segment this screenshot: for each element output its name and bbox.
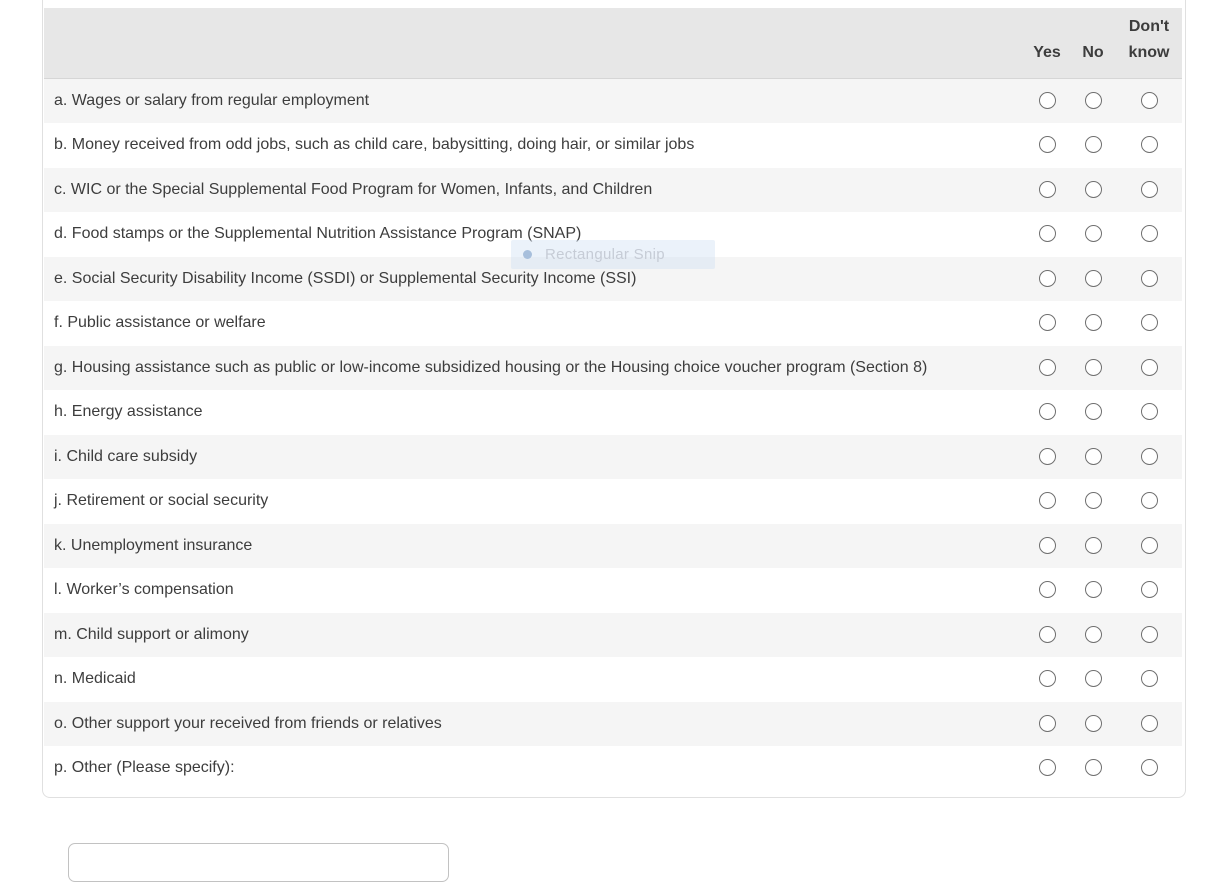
- row-label: p. Other (Please specify):: [54, 759, 235, 776]
- row-label: g. Housing assistance such as public or low-income subsidized housing or the Housing choice voucher program (Section 8): [54, 358, 928, 376]
- radio-no[interactable]: [1085, 314, 1102, 331]
- radio-cell-yes: [1024, 613, 1070, 658]
- radio-dont-know[interactable]: [1141, 670, 1158, 687]
- radio-cell-no: [1070, 746, 1116, 791]
- row-label: c. WIC or the Special Supplemental Food Program for Women, Infants, and Children: [54, 180, 653, 198]
- header-row: [44, 8, 1182, 78]
- radio-no[interactable]: [1085, 626, 1102, 643]
- question-panel: [42, 0, 1186, 798]
- table-row: [44, 524, 1182, 569]
- table-row: [44, 123, 1182, 168]
- radio-cell-no: [1070, 168, 1116, 213]
- matrix-table: [44, 8, 1182, 791]
- radio-cell-dont-know: [1116, 657, 1182, 702]
- radio-yes[interactable]: [1039, 448, 1056, 465]
- row-label: f. Public assistance or welfare: [54, 314, 266, 331]
- radio-cell-yes: [1024, 301, 1070, 346]
- radio-dont-know[interactable]: [1141, 270, 1158, 287]
- column-header-dont-know: Don't know: [1116, 8, 1182, 78]
- radio-cell-dont-know: [1116, 746, 1182, 791]
- radio-cell-yes: [1024, 746, 1070, 791]
- radio-cell-dont-know: [1116, 257, 1182, 302]
- radio-no[interactable]: [1085, 92, 1102, 109]
- radio-cell-no: [1070, 568, 1116, 613]
- radio-yes[interactable]: [1039, 314, 1056, 331]
- radio-no[interactable]: [1085, 403, 1102, 420]
- radio-yes[interactable]: [1039, 181, 1056, 198]
- radio-dont-know[interactable]: [1141, 359, 1158, 376]
- radio-cell-dont-know: [1116, 78, 1182, 123]
- row-label: o. Other support your received from friends or relatives: [54, 714, 442, 732]
- radio-cell-dont-know: [1116, 212, 1182, 257]
- radio-cell-yes: [1024, 435, 1070, 480]
- radio-cell-dont-know: [1116, 301, 1182, 346]
- radio-yes[interactable]: [1039, 270, 1056, 287]
- radio-yes[interactable]: [1039, 92, 1056, 109]
- radio-no[interactable]: [1085, 359, 1102, 376]
- radio-no[interactable]: [1085, 270, 1102, 287]
- radio-cell-yes: [1024, 212, 1070, 257]
- radio-cell-no: [1070, 524, 1116, 569]
- radio-no[interactable]: [1085, 715, 1102, 732]
- radio-yes[interactable]: [1039, 759, 1056, 776]
- radio-dont-know[interactable]: [1141, 759, 1158, 776]
- radio-cell-yes: [1024, 346, 1070, 391]
- radio-no[interactable]: [1085, 492, 1102, 509]
- header-spacer: [44, 8, 1024, 78]
- matrix-rows: [44, 78, 1182, 791]
- radio-yes[interactable]: [1039, 715, 1056, 732]
- radio-yes[interactable]: [1039, 359, 1056, 376]
- radio-cell-no: [1070, 78, 1116, 123]
- row-label: a. Wages or salary from regular employment: [54, 91, 370, 109]
- radio-cell-yes: [1024, 123, 1070, 168]
- table-row: [44, 257, 1182, 302]
- column-header-no: No: [1070, 8, 1116, 78]
- radio-cell-dont-know: [1116, 568, 1182, 613]
- column-header-yes: Yes: [1024, 8, 1070, 78]
- radio-dont-know[interactable]: [1141, 448, 1158, 465]
- radio-no[interactable]: [1085, 448, 1102, 465]
- radio-yes[interactable]: [1039, 626, 1056, 643]
- table-row: [44, 479, 1182, 524]
- row-label: i. Child care subsidy: [54, 447, 198, 465]
- radio-cell-dont-know: [1116, 346, 1182, 391]
- radio-yes[interactable]: [1039, 136, 1056, 153]
- radio-dont-know[interactable]: [1141, 403, 1158, 420]
- radio-cell-yes: [1024, 257, 1070, 302]
- row-label: h. Energy assistance: [54, 403, 203, 420]
- row-label: d. Food stamps or the Supplemental Nutrition Assistance Program (SNAP): [54, 225, 582, 242]
- radio-no[interactable]: [1085, 225, 1102, 242]
- radio-cell-yes: [1024, 702, 1070, 747]
- radio-no[interactable]: [1085, 136, 1102, 153]
- radio-dont-know[interactable]: [1141, 715, 1158, 732]
- radio-cell-no: [1070, 702, 1116, 747]
- table-row: [44, 613, 1182, 658]
- row-label: j. Retirement or social security: [54, 492, 269, 509]
- radio-cell-yes: [1024, 168, 1070, 213]
- radio-cell-no: [1070, 657, 1116, 702]
- radio-cell-dont-know: [1116, 168, 1182, 213]
- radio-no[interactable]: [1085, 670, 1102, 687]
- table-row: [44, 212, 1182, 257]
- radio-cell-no: [1070, 479, 1116, 524]
- radio-dont-know[interactable]: [1141, 492, 1158, 509]
- radio-cell-no: [1070, 257, 1116, 302]
- radio-yes[interactable]: [1039, 670, 1056, 687]
- table-row: [44, 78, 1182, 123]
- table-row: [44, 702, 1182, 747]
- radio-cell-yes: [1024, 479, 1070, 524]
- radio-no[interactable]: [1085, 759, 1102, 776]
- radio-cell-yes: [1024, 568, 1070, 613]
- table-row: [44, 346, 1182, 391]
- radio-cell-no: [1070, 435, 1116, 480]
- radio-dont-know[interactable]: [1141, 626, 1158, 643]
- radio-cell-dont-know: [1116, 479, 1182, 524]
- matrix-header: [44, 8, 1182, 78]
- radio-cell-dont-know: [1116, 524, 1182, 569]
- other-specify-input[interactable]: [68, 843, 449, 882]
- radio-cell-no: [1070, 613, 1116, 658]
- row-label: n. Medicaid: [54, 670, 136, 687]
- radio-cell-no: [1070, 346, 1116, 391]
- snip-tooltip-label: Rectangular Snip: [545, 246, 665, 263]
- radio-cell-yes: [1024, 78, 1070, 123]
- radio-no[interactable]: [1085, 181, 1102, 198]
- row-label: m. Child support or alimony: [54, 625, 249, 643]
- row-label: k. Unemployment insurance: [54, 536, 253, 554]
- table-row: [44, 657, 1182, 702]
- radio-no[interactable]: [1085, 581, 1102, 598]
- radio-cell-dont-know: [1116, 390, 1182, 435]
- radio-cell-no: [1070, 390, 1116, 435]
- radio-yes[interactable]: [1039, 403, 1056, 420]
- radio-cell-dont-know: [1116, 613, 1182, 658]
- table-row: [44, 390, 1182, 435]
- table-row: [44, 568, 1182, 613]
- table-row: [44, 301, 1182, 346]
- radio-dont-know[interactable]: [1141, 92, 1158, 109]
- radio-yes[interactable]: [1039, 492, 1056, 509]
- row-label: l. Worker’s compensation: [54, 581, 234, 598]
- radio-dont-know[interactable]: [1141, 581, 1158, 598]
- radio-dont-know[interactable]: [1141, 181, 1158, 198]
- radio-dont-know[interactable]: [1141, 314, 1158, 331]
- radio-no[interactable]: [1085, 537, 1102, 554]
- table-row: [44, 435, 1182, 480]
- radio-cell-no: [1070, 212, 1116, 257]
- radio-cell-dont-know: [1116, 435, 1182, 480]
- radio-cell-yes: [1024, 524, 1070, 569]
- radio-cell-dont-know: [1116, 123, 1182, 168]
- radio-cell-no: [1070, 123, 1116, 168]
- row-label: e. Social Security Disability Income (SSDI) or Supplemental Security Income (SSI): [54, 269, 637, 287]
- radio-cell-yes: [1024, 390, 1070, 435]
- radio-dont-know[interactable]: [1141, 136, 1158, 153]
- row-label: b. Money received from odd jobs, such as child care, babysitting, doing hair, or similar jobs: [54, 136, 695, 153]
- radio-dont-know[interactable]: [1141, 537, 1158, 554]
- radio-cell-dont-know: [1116, 702, 1182, 747]
- radio-yes[interactable]: [1039, 225, 1056, 242]
- radio-cell-no: [1070, 301, 1116, 346]
- table-row: [44, 746, 1182, 791]
- radio-yes[interactable]: [1039, 537, 1056, 554]
- radio-cell-yes: [1024, 657, 1070, 702]
- radio-dont-know[interactable]: [1141, 225, 1158, 242]
- table-row: [44, 168, 1182, 213]
- radio-yes[interactable]: [1039, 581, 1056, 598]
